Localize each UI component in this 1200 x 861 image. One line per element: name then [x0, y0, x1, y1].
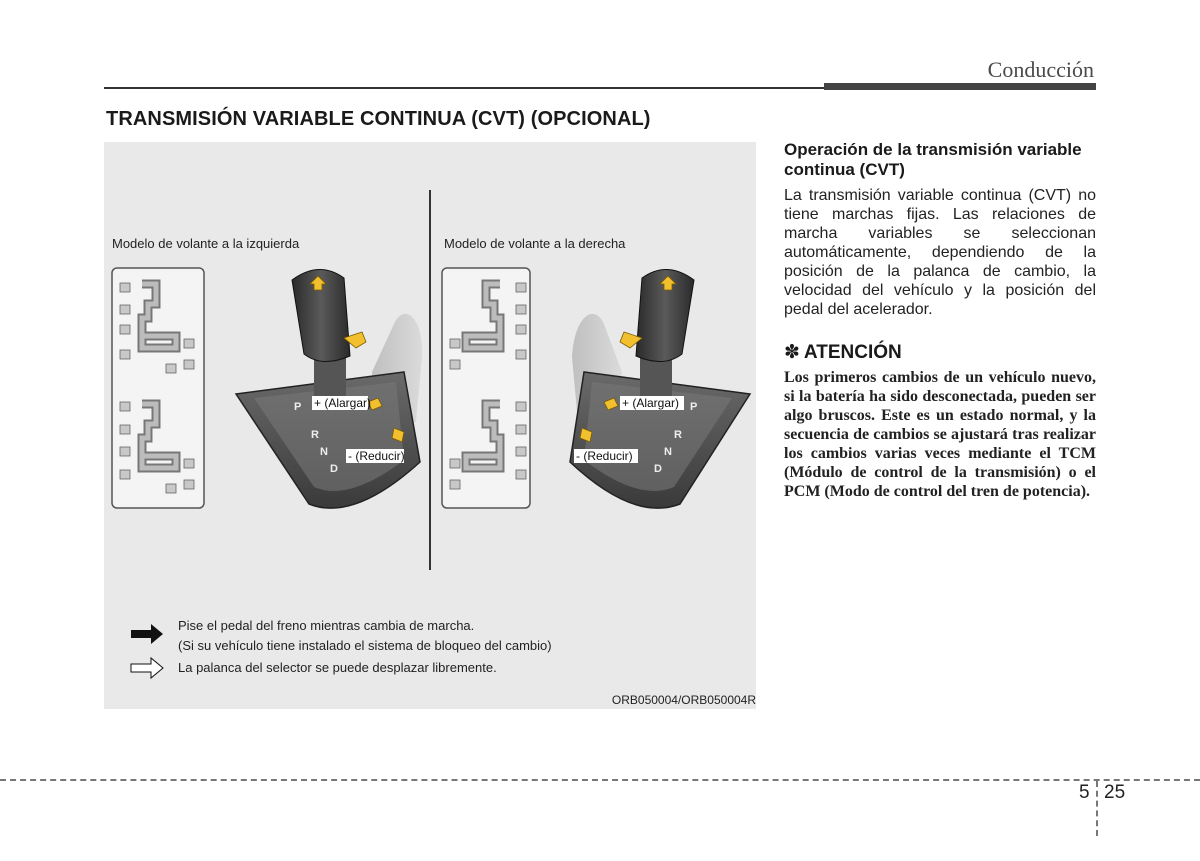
- right-column: [784, 140, 1096, 501]
- outline-arrow-icon: [131, 658, 163, 678]
- figure-panel: [104, 142, 756, 709]
- chapter-title: Conducción: [987, 57, 1094, 82]
- svg-text:D: D: [330, 463, 338, 475]
- attention-heading: [784, 341, 1096, 364]
- page-number: 25: [1104, 782, 1126, 803]
- svg-text:P: P: [690, 401, 698, 413]
- header-rule: [104, 87, 824, 89]
- svg-text:P: P: [294, 401, 302, 413]
- header-rule-accent: [824, 83, 1096, 90]
- legend-line-1: Pise el pedal del freno mientras cambia de marcha.: [178, 618, 475, 633]
- section-title: TRANSMISIÓN VARIABLE CONTINUA (CVT) (OPCIONAL): [106, 108, 651, 130]
- attention-title: ATENCIÓN: [803, 342, 902, 363]
- legend-line-3: La palanca del selector se puede desplazar libremente.: [178, 660, 497, 675]
- legend-line-2: (Si su vehículo tiene instalado el sistema de bloqueo del cambio): [178, 638, 552, 653]
- left-gate-panel: [112, 268, 204, 508]
- svg-text:N: N: [664, 446, 672, 458]
- attention-star-icon: ✽: [784, 342, 800, 363]
- footer-divider: [1096, 781, 1098, 836]
- figure-code: ORB050004/ORB050004R: [611, 693, 756, 707]
- right-plus-label: + (Alargar): [622, 396, 680, 410]
- left-minus-label: - (Reducir): [348, 449, 405, 463]
- right-shifter: [570, 269, 750, 508]
- operation-heading: Operación de la transmisión variable continua (CVT): [784, 140, 1082, 179]
- svg-text:D: D: [654, 463, 662, 475]
- footer-rule: [0, 779, 1200, 781]
- attention-body: Los primeros cambios de un vehículo nuevo, si la batería ha sido desconectada, pueden ser algo bruscos. Este es un estado normal, y la secuencia de cambios se ajustará tras realizar los cambios varias veces mediante el TCM (Módulo de control de la transmisión) o el PCM (Modo de control del tren de potencia).: [784, 369, 1096, 500]
- left-model-label: Modelo de volante a la izquierda: [112, 236, 300, 251]
- svg-text:N: N: [320, 446, 328, 458]
- left-shifter: [236, 269, 422, 508]
- solid-arrow-icon: [131, 624, 163, 644]
- svg-text:R: R: [674, 429, 682, 441]
- left-plus-label: + (Alargar): [314, 396, 372, 410]
- svg-text:R: R: [311, 429, 319, 441]
- right-gate-panel: [442, 268, 530, 508]
- operation-body: La transmisión variable continua (CVT) no tiene marchas fijas. Las relaciones de marcha variables se seleccionan automáticamente, dependiendo de la posición de la palanca de cambio, la velocidad del vehículo y la posición del pedal del acelerador.: [784, 187, 1096, 318]
- right-minus-label: - (Reducir): [576, 449, 633, 463]
- figure-divider: [429, 190, 431, 570]
- right-model-label: Modelo de volante a la derecha: [444, 236, 626, 251]
- chapter-number: 5: [1079, 782, 1090, 803]
